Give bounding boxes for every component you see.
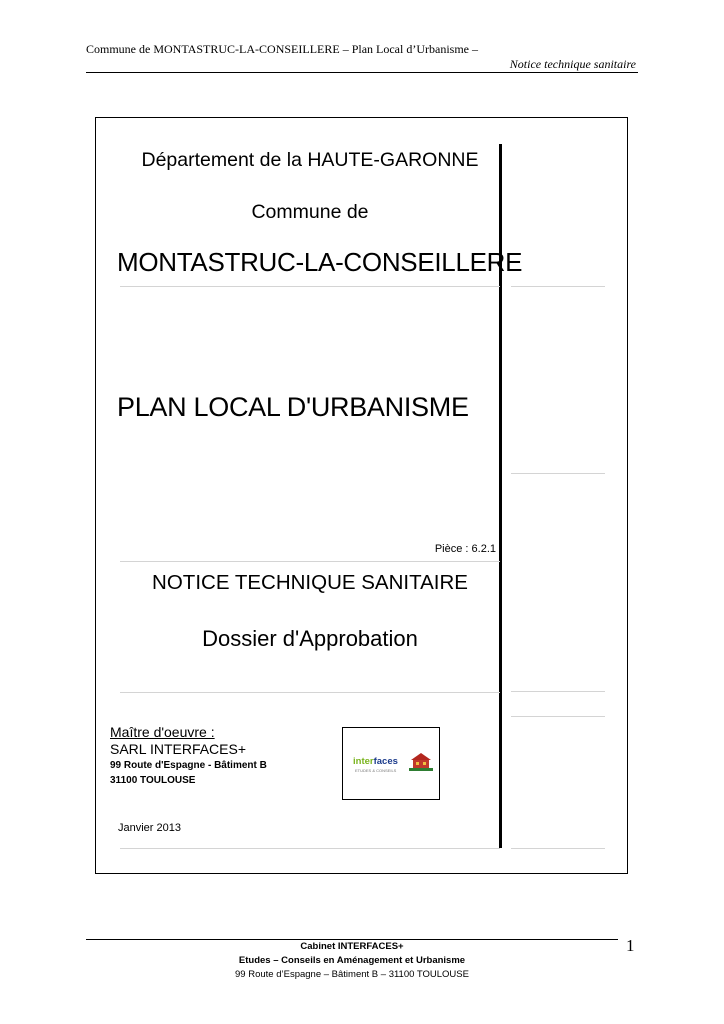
dossier-label: Dossier d'Approbation xyxy=(202,626,418,651)
logo-wordmark: interfaces xyxy=(353,756,398,767)
piece-number: Pièce : 6.2.1 xyxy=(434,543,496,555)
department-heading: Département de la HAUTE-GARONNE xyxy=(141,149,479,171)
document-date: Janvier 2013 xyxy=(118,822,181,834)
cover-rule xyxy=(511,691,605,692)
commune-label: Commune de xyxy=(251,201,369,223)
cover-rule xyxy=(511,848,605,849)
page-number: 1 xyxy=(626,936,635,955)
cover-rule xyxy=(511,473,605,474)
interfaces-logo xyxy=(342,727,440,800)
company-address-line1: 99 Route d'Espagne - Bâtiment B xyxy=(110,760,267,771)
document-title: NOTICE TECHNIQUE SANITAIRE xyxy=(152,571,468,594)
cover-rule xyxy=(120,561,500,562)
footer-company: Cabinet INTERFACES+ xyxy=(300,941,404,952)
cover-rule xyxy=(511,286,605,287)
cover-rule xyxy=(120,848,500,849)
cover-rule xyxy=(120,692,500,693)
footer-address: 99 Route d’Espagne – Bâtiment B – 31100 TOULOUSE xyxy=(235,969,469,980)
company-address-line2: 31100 TOULOUSE xyxy=(110,775,196,786)
footer-divider xyxy=(86,939,618,940)
footer-tagline: Etudes – Conseils en Aménagement et Urbanisme xyxy=(238,955,466,966)
company-name: SARL INTERFACES+ xyxy=(110,741,247,757)
header-divider xyxy=(86,72,638,73)
commune-name: MONTASTRUC-LA-CONSEILLERE xyxy=(117,247,523,277)
plan-title: PLAN LOCAL D'URBANISME xyxy=(117,392,469,422)
cover-rule xyxy=(120,286,500,287)
maitre-oeuvre-label: Maître d'oeuvre : xyxy=(110,724,215,740)
house-icon xyxy=(409,751,433,771)
cover-rule xyxy=(511,716,605,717)
logo-tagline: ETUDES & CONSEILS xyxy=(355,768,397,773)
header-subtitle: Notice technique sanitaire xyxy=(509,57,636,71)
header-title: Commune de MONTASTRUC-LA-CONSEILLERE – Plan Local d’Urbanisme – xyxy=(86,42,478,56)
